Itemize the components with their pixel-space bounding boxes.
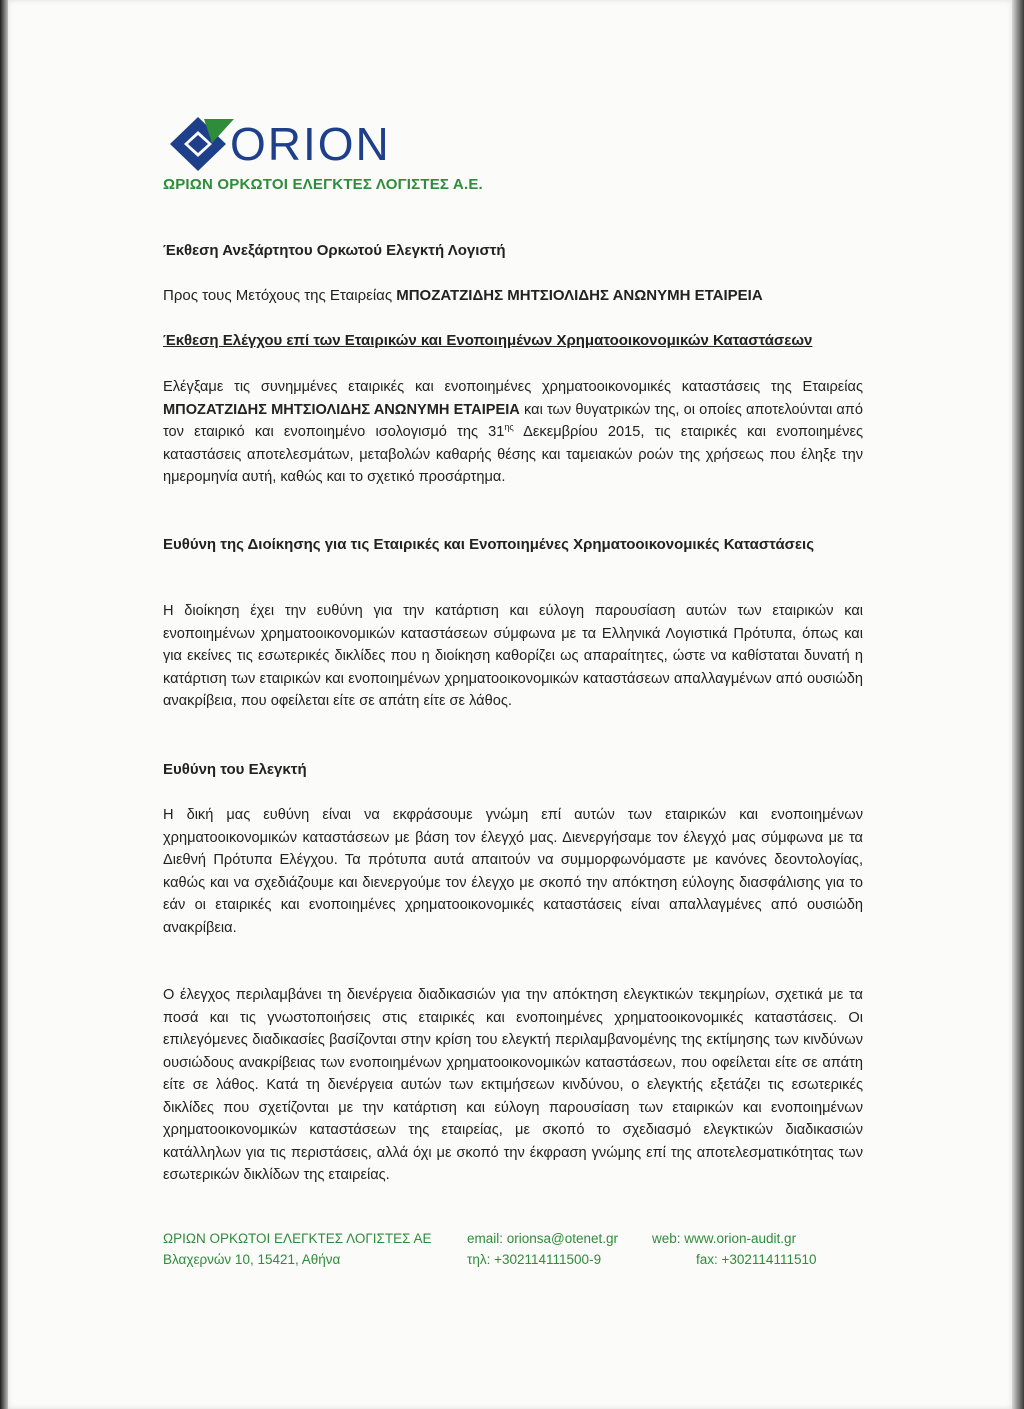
footer-company: ΩΡΙΩΝ ΟΡΚΩΤΟΙ ΕΛΕΓΚΤΕΣ ΛΟΓΙΣΤΕΣ ΑΕ bbox=[163, 1231, 432, 1246]
scan-right-edge bbox=[1012, 0, 1024, 1409]
logo-wordmark: ORION bbox=[230, 118, 391, 170]
p1-superscript: ης bbox=[504, 422, 514, 433]
company-name: ΩΡΙΩΝ ΟΡΚΩΤΟΙ ΕΛΕΓΚΤΕΣ ΛΟΓΙΣΤΕΣ Α.Ε. bbox=[163, 176, 483, 193]
paragraph-audit-procedures: Ο έλεγχος περιλαμβάνει τη διενέργεια διαδικασιών για την απόκτηση ελεγκτικών τεκμηρίων, σχετικά με τα ποσά και τις γνωστοποιήσεις στις εταιρικές και ενοποιημένες χρηματοοικονομικές καταστάσεις. Οι επιλεγόμενες διαδικασίες βασίζονται στην κρίση του ελεγκτή περιλαμβανομένης της εκτίμησης των κινδύνων ουσιώδους ανακρίβειας των ενοποιημένων χρηματοοικονομικών καταστάσεων, που οφείλεται είτε σε απάτη είτε σε λάθος. Κατά τη διενέργεια αυτών των εκτιμήσεων κινδύνου, ο ελεγκτής εξετάζει τις εσωτερικές δικλίδες που σχετίζονται με την κατάρτιση και εύλογη παρουσίαση των εταιρικών και ενοποιημένων χρηματοοικονομικών καταστάσεων της εταιρείας, με σκοπό το σχεδιασμό ελεγκτικών διαδικασιών κατάλληλων για τις περιστάσεις, αλλά όχι με σκοπό την έκφραση γνώμης επί της αποτελεσματικότητας των εσωτερικών δικλίδων της εταιρείας. bbox=[163, 987, 863, 1183]
footer-fax: fax: +302114111510 bbox=[696, 1252, 817, 1267]
footer-email: email: orionsa@otenet.gr bbox=[467, 1231, 619, 1246]
footer-web: web: www.orion-audit.gr bbox=[652, 1231, 797, 1246]
p1-text-1: Ελέγξαμε τις συνημμένες εταιρικές και ενοποιημένες χρηματοοικονομικές καταστάσεις της Εταιρείας bbox=[163, 379, 863, 395]
addressee-prefix: Προς τους Μετόχους της Εταιρείας bbox=[163, 287, 397, 304]
footer-address: Βλαχερνών 10, 15421, Αθήνα bbox=[163, 1252, 341, 1267]
paragraph-management-responsibility: Η διοίκηση έχει την ευθύνη για την κατάρτιση και εύλογη παρουσίαση αυτών των εταιρικών και ενοποιημένων χρηματοοικονομικών καταστάσεων σύμφωνα με τα Ελληνικά Λογιστικά Πρότυπα, όπως και για εκείνες τις εσωτερικές δικλίδες που η διοίκηση καθορίζει ως απαραίτητες, ώστε να καθίσταται δυνατή η κατάρτιση των εταιρικών και ενοποιημένων χρηματοοικονομικών καταστάσεων απαλλαγμένων από ουσιώδη ανακρίβεια, που οφείλεται είτε σε απάτη είτε σε λάθος. bbox=[163, 603, 863, 709]
orion-logo bbox=[168, 113, 408, 175]
footer-phone: τηλ: +302114111500-9 bbox=[467, 1252, 602, 1267]
p1-company: ΜΠΟΖΑΤΖΙΔΗΣ ΜΗΤΣΙΟΛΙΔΗΣ ΑΝΩΝΥΜΗ ΕΤΑΙΡΕΙΑ bbox=[163, 401, 520, 418]
addressee-company: ΜΠΟΖΑΤΖΙΔΗΣ ΜΗΤΣΙΟΛΙΔΗΣ ΑΝΩΝΥΜΗ ΕΤΑΙΡΕΙΑ bbox=[396, 287, 763, 304]
diamond-logo-icon bbox=[168, 113, 234, 175]
footer-web-block bbox=[652, 1228, 817, 1270]
document-title: Έκθεση Ανεξάρτητου Ορκωτού Ελεγκτή Λογιστή bbox=[163, 242, 506, 259]
paragraph-auditor-responsibility: Η δική μας ευθύνη είναι να εκφράσουμε γνώμη επί αυτών των εταιρικών και ενοποιημένων χρηματοοικονομικών καταστάσεων με βάση τον έλεγχό μας. Διενεργήσαμε τον έλεγχό μας σύμφωνα με τα Διεθνή Πρότυπα Ελέγχου. Τα πρότυπα αυτά απαιτούν να συμμορφωνόμαστε με κανόνες δεοντολογίας, καθώς και να σχεδιάζουμε και διενεργούμε τον έλεγχο με σκοπό την απόκτηση εύλογης διασφάλισης για το εάν οι εταιρικές και ενοποιημένες χρηματοοικονομικές καταστάσεις είναι απαλλαγμένες από ουσιώδη ανακρίβεια. bbox=[163, 807, 863, 936]
section-audit-report-title: Έκθεση Ελέγχου επί των Εταιρικών και Ενοποιημένων Χρηματοοικονομικών Καταστάσεων bbox=[163, 332, 813, 349]
scan-left-edge bbox=[0, 0, 8, 1409]
footer-contact-block bbox=[467, 1228, 618, 1270]
section-auditor-responsibility-title: Ευθύνη του Ελεγκτή bbox=[163, 761, 307, 778]
p1-text-3: Δεκεμβρίου 2015, τις εταιρικές και ενοποιημένες καταστάσεις αποτελεσμάτων, μεταβολών καθαρής θέσης και ταμειακών ροών της χρήσεως που έληξε την ημερομηνία αυτή, καθώς και το σχετικό προσάρτημα. bbox=[163, 424, 863, 485]
section-management-responsibility-title: Ευθύνη της Διοίκησης για τις Εταιρικές και Ενοποιημένες Χρηματοοικονομικές Καταστάσεις bbox=[163, 536, 815, 553]
p1-text-2: και των θυγατρικών της, οι οποίες αποτελούνται από τον εταιρικό και ενοποιημένο ισολογισμό της 31 bbox=[163, 401, 863, 440]
footer-company-block bbox=[163, 1228, 432, 1270]
paragraph-scope bbox=[163, 376, 863, 489]
addressee-line bbox=[163, 287, 863, 304]
